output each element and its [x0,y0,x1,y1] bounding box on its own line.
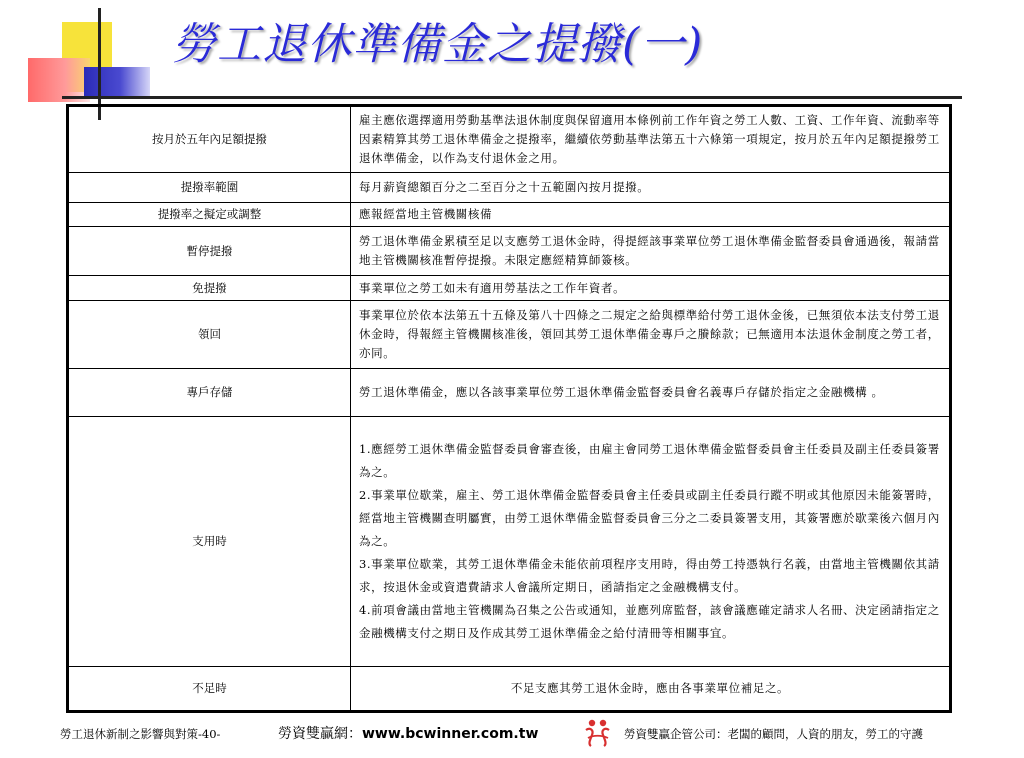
table-row [69,107,950,173]
row-content: 每月薪資總額百分之二至百分之十五範圍內按月提撥。 [351,173,950,203]
use-item: 1.應經勞工退休準備金監督委員會審查後，由雇主會同勞工退休準備金監督委員會主任委員及副主任委員簽署為之。 [359,442,940,479]
use-item: 3.事業單位歇業，其勞工退休準備金未能依前項程序支用時，得由勞工持憑執行名義，由當地主管機關依其請求，按退休金或資遣費請求人會議所定期日，函請指定之金融機構支付。 [359,557,940,594]
footer-company-slogan: 勞資雙贏企管公司：老闆的顧問，人資的朋友，勞工的守護 [624,727,923,741]
row-content: 雇主應依選擇適用勞動基準法退休制度與保留適用本條例前工作年資之勞工人數、工資、工作年資、流動率等因素精算其勞工退休準備金之提撥率，繼續依勞動基準法第五十六條第一項規定，按月於五年內足額提撥勞工退休準備金，以作為支付退休金之用。 [351,107,950,173]
row-label: 專戶存儲 [69,369,351,417]
footer-site [278,723,538,743]
row-content [351,417,950,667]
footer-url-link[interactable]: www.bcwinner.com.tw [362,726,539,742]
row-content: 勞工退休準備金累積至足以支應勞工退休金時，得提經該事業單位勞工退休準備金監督委員會通過後，報請當地主管機關核准暫停提撥。未限定應經精算師簽核。 [351,227,950,276]
decor-blue-square [84,67,150,97]
table-row [69,203,950,227]
row-content: 不足支應其勞工退休金時，應由各事業單位補足之。 [351,667,950,711]
table-row [69,173,950,203]
table-row [69,276,950,301]
row-label: 免提撥 [69,276,351,301]
footer-site-label: 勞資雙贏網： [278,726,362,742]
footer-page-info: 勞工退休新制之影響與對策-40- [60,727,221,741]
decor-horizontal-line [62,96,962,99]
row-label: 提撥率範圍 [69,173,351,203]
table-row [69,227,950,276]
row-label: 暫停提撥 [69,227,351,276]
row-content: 應報經當地主管機關核備 [351,203,950,227]
row-content: 事業單位之勞工如未有適用勞基法之工作年資者。 [351,276,950,301]
row-content: 勞工退休準備金，應以各該事業單位勞工退休準備金監督委員會名義專戶存儲於指定之金融機構 。 [351,369,950,417]
row-content: 事業單位於依本法第五十五條及第八十四條之二規定之給與標準給付勞工退休金後，已無須依本法支付勞工退休金時，得報經主管機關核准後，領回其勞工退休準備金專戶之賸餘款；已無適用本法退休金制度之勞工者，亦同。 [351,301,950,369]
retirement-fund-table [66,104,952,713]
use-item: 2.事業單位歇業，雇主、勞工退休準備金監督委員會主任委員或副主任委員行蹤不明或其他原因未能簽署時，經當地主管機關查明屬實，由勞工退休準備金監督委員會三分之二委員簽署支用，其簽署應於歇業後六個月內為之。 [359,488,940,548]
row-label: 不足時 [69,667,351,711]
table-row [69,417,950,667]
row-label: 提撥率之擬定或調整 [69,203,351,227]
table-row [69,667,950,711]
slide-title: 勞工退休準備金之提撥(一) [172,19,704,70]
company-logo-icon [582,718,614,748]
row-label: 領回 [69,301,351,369]
use-item: 4.前項會議由當地主管機關為召集之公告或通知，並應列席監督，該會議應確定請求人名冊、決定函請指定之金融機構支付之期日及作成其勞工退休準備金之給付清冊等相關事宜。 [359,603,940,640]
table-row [69,301,950,369]
table-row [69,369,950,417]
row-label: 支用時 [69,417,351,667]
row-label: 按月於五年內足額提撥 [69,107,351,173]
